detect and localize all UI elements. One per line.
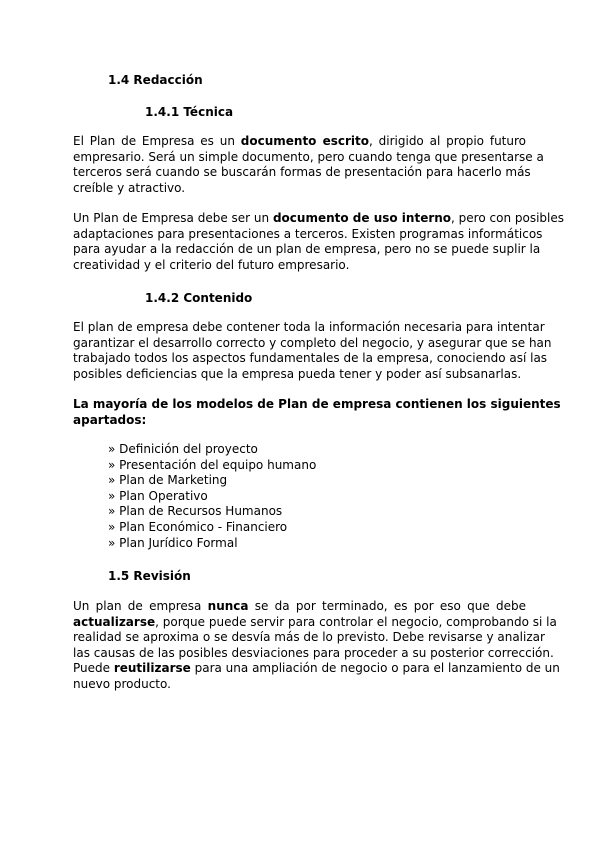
bold-term: documento escrito: [240, 134, 370, 148]
text-line: empresario. Será un simple documento, pero cuando tenga que presentarse a: [73, 149, 544, 164]
list-item: » Plan de Marketing: [108, 473, 228, 488]
text-line: posibles deficiencias que la empresa pueda tener y poder así subsanarlas.: [73, 366, 522, 381]
text-line: Un Plan de Empresa debe ser un documento de uso interno, pero con posibles: [73, 211, 564, 225]
text-line: El plan de empresa debe contener toda la información necesaria para intentar: [73, 320, 545, 334]
text-line: creatividad y el criterio del futuro empresario.: [73, 257, 350, 272]
text-line: El Plan de Empresa es un documento escrito, dirigido al propio futuro: [73, 134, 526, 148]
text-line: apartados:: [73, 412, 147, 427]
text-line: La mayoría de los modelos de Plan de empresa contienen los siguientes: [73, 397, 561, 411]
text-line: las causas de las posibles desviaciones para proceder a su posterior corrección.: [73, 645, 554, 660]
subsection-heading-tecnica: 1.4.1 Técnica: [145, 105, 234, 119]
list-item: » Presentación del equipo humano: [108, 457, 317, 472]
apartados-list: [108, 442, 316, 551]
apartados-intro: [73, 397, 561, 428]
bold-term: documento de uso interno: [272, 211, 452, 225]
section-heading-revision: 1.5 Revisión: [108, 569, 191, 583]
subsection-heading-contenido: 1.4.2 Contenido: [145, 291, 253, 305]
text-line: Puede reutilizarse para una ampliación de negocio o para el lanzamiento de un: [73, 661, 560, 676]
text-line: garantizar el desarrollo correcto y completo del negocio, y asegurar que se han: [73, 335, 552, 350]
contenido-paragraph: [73, 320, 552, 382]
section-heading-redaccion: 1.4 Redacción: [108, 73, 203, 87]
bold-term: actualizarse: [73, 614, 156, 629]
text-line: para ayudar a la redacción de un plan de empresa, pero no se puede suplir la: [73, 242, 541, 257]
list-item: » Plan Operativo: [108, 488, 208, 503]
text-line: terceros será cuando se buscarán formas de presentación para hacerlo más: [73, 165, 531, 180]
bold-term: nunca: [207, 599, 249, 613]
list-item: » Plan de Recursos Humanos: [108, 504, 283, 519]
text-line: realidad se aproxima o se desvía más de lo previsto. Debe revisarse y analizar: [73, 630, 545, 645]
text-line: nuevo producto.: [73, 676, 171, 691]
tecnica-paragraph-1: [73, 134, 544, 196]
text-line: actualizarse, porque puede servir para controlar el negocio, comprobando si la: [73, 614, 557, 629]
text-line: trabajado todos los aspectos fundamentales de la empresa, conociendo así las: [73, 351, 548, 366]
list-item: » Plan Económico - Financiero: [108, 519, 288, 534]
bold-term: reutilizarse: [113, 661, 191, 676]
tecnica-paragraph-2: [73, 211, 564, 273]
text-line: adaptaciones para presentaciones a terceros. Existen programas informáticos: [73, 226, 543, 241]
list-item: » Plan Jurídico Formal: [108, 535, 238, 550]
text-line: Un plan de empresa nunca se da por terminado, es por eso que debe: [73, 599, 526, 613]
revision-paragraph: [73, 599, 560, 693]
list-item: » Definición del proyecto: [108, 442, 258, 456]
text-line: creíble y atractivo.: [73, 180, 186, 195]
